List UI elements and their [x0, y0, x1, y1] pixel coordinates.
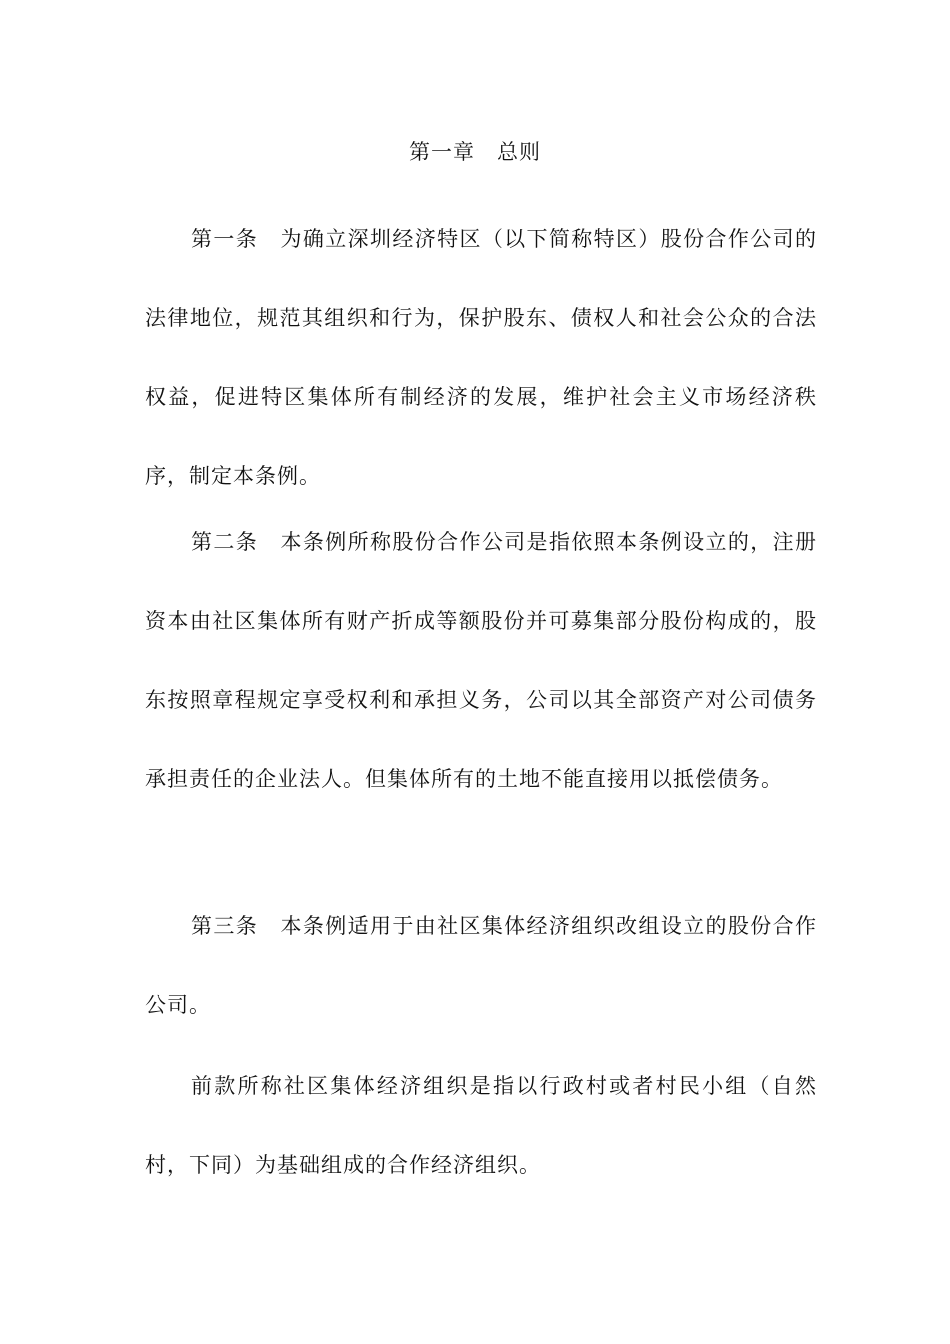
chapter-title: 第一章 总则 — [409, 140, 541, 164]
article-3-text: 本条例适用于由社区集体经济组织改组设立的股份合作公司。 — [145, 914, 818, 1017]
article-1-label: 第一条 — [191, 227, 281, 251]
article-1 — [145, 200, 817, 516]
article-3 — [145, 887, 817, 1045]
article-1-text: 为确立深圳经济特区（以下简称特区）股份合作公司的法律地位，规范其组织和行为，保护股东、债权人和社会公众的合法权益，促进特区集体所有制经济的发展，维护社会主义市场经济秩序，制定本条例。 — [145, 227, 818, 488]
article-3-paragraph-2 — [145, 1047, 817, 1205]
article-3-label: 第三条 — [191, 914, 281, 938]
article-3-paragraph-2-text: 前款所称社区集体经济组织是指以行政村或者村民小组（自然村，下同）为基础组成的合作经济组织。 — [145, 1074, 817, 1177]
article-2 — [145, 503, 817, 819]
article-2-label: 第二条 — [191, 530, 281, 554]
article-2-text: 本条例所称股份合作公司是指依照本条例设立的，注册资本由社区集体所有财产折成等额股份并可募集部分股份构成的，股东按照章程规定享受权利和承担义务，公司以其全部资产对公司债务承担责任的企业法人。但集体所有的土地不能直接用以抵偿债务。 — [145, 530, 818, 791]
